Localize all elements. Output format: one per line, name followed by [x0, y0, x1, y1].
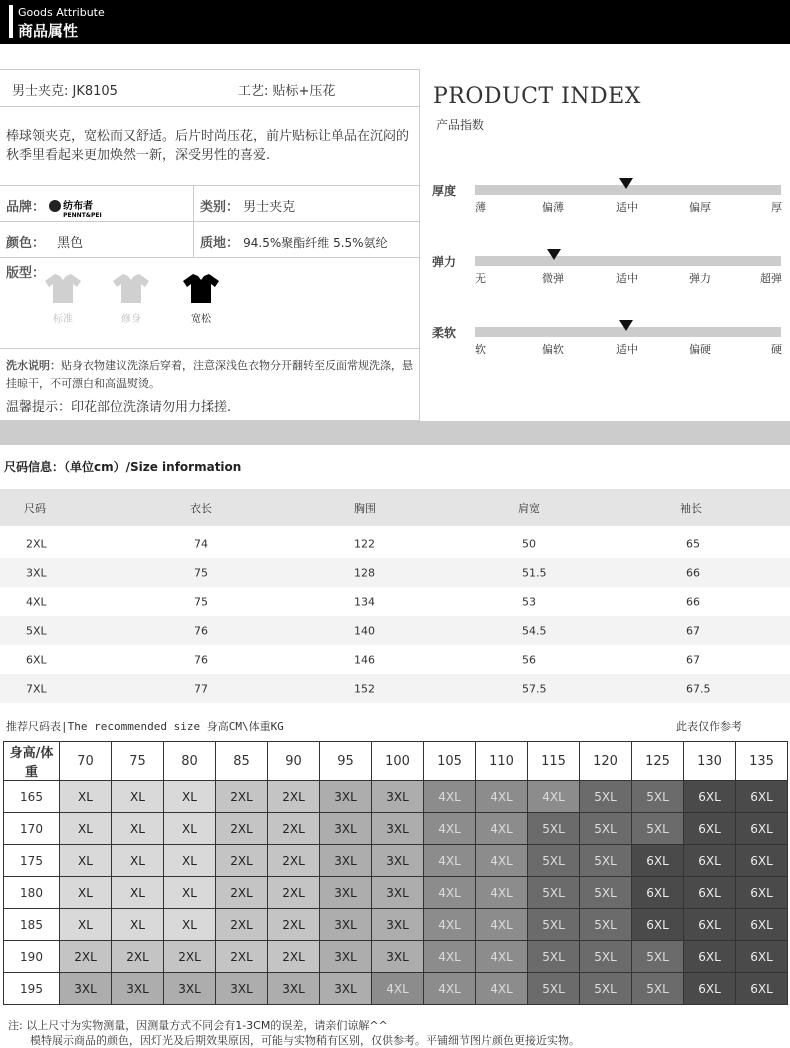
weight-header-cell: 120	[580, 742, 632, 781]
recommend-size-cell: 5XL	[528, 941, 580, 973]
product-craft: 工艺: 贴标+压花	[238, 84, 336, 99]
fit-slim: 修身	[106, 272, 156, 332]
size-table-cell: 50	[522, 537, 536, 550]
recommend-size-cell: 3XL	[372, 845, 424, 877]
height-header-cell: 180	[4, 877, 60, 909]
product-description: 棒球领夹克，宽松而又舒适。后片时尚压花，前片贴标让单品在沉闷的秋季里看起来更加焕然一新，深受男性的喜爱.	[6, 129, 410, 163]
weight-header-cell: 130	[684, 742, 736, 781]
index-scale-label: 微弹	[542, 272, 564, 285]
recommend-size-cell: XL	[164, 877, 216, 909]
attribute-row-wash	[0, 349, 419, 421]
recommend-size-cell: 6XL	[684, 973, 736, 1005]
recommend-size-cell: 2XL	[268, 813, 320, 845]
recommend-size-cell: 6XL	[632, 909, 684, 941]
size-table-cell: 66	[686, 566, 700, 579]
recommend-size-cell: 4XL	[424, 973, 476, 1005]
recommend-size-cell: 4XL	[424, 845, 476, 877]
size-table-cell: 128	[354, 566, 375, 579]
recommend-size-cell: 3XL	[372, 813, 424, 845]
recommend-size-cell: XL	[60, 813, 112, 845]
index-scale	[432, 324, 782, 364]
material-label: 质地：	[200, 236, 240, 251]
recommend-size-cell: 3XL	[320, 813, 372, 845]
recommend-size-cell: 3XL	[372, 781, 424, 813]
height-header-cell: 175	[4, 845, 60, 877]
weight-header-cell: 80	[164, 742, 216, 781]
size-table-row	[0, 616, 790, 645]
size-table-row	[0, 587, 790, 616]
size-table-header-cell: 肩宽	[518, 501, 540, 515]
product-index-title: PRODUCT INDEX	[433, 84, 641, 109]
size-table-cell: 5XL	[26, 624, 47, 637]
size-table-cell: 4XL	[26, 595, 47, 608]
recommend-size-cell: 2XL	[268, 909, 320, 941]
index-scale-label: 硬	[771, 343, 782, 356]
wash-label: 洗水说明：	[6, 359, 61, 372]
recommend-size-cell: 4XL	[476, 845, 528, 877]
brand-label: 品牌：	[6, 200, 46, 215]
index-scale-label: 偏薄	[542, 201, 564, 214]
size-table-cell: 56	[522, 653, 536, 666]
attribute-row-fit	[0, 258, 419, 349]
size-table-cell: 51.5	[522, 566, 547, 579]
recommend-size-cell: 2XL	[164, 941, 216, 973]
weight-header-cell: 110	[476, 742, 528, 781]
recommend-size-cell: 4XL	[424, 877, 476, 909]
recommend-size-cell: 2XL	[268, 845, 320, 877]
index-scale-name: 柔软	[432, 326, 457, 340]
recommend-corner-cell: 身高/体重	[4, 742, 60, 781]
index-scale-label: 适中	[616, 201, 638, 214]
shirt-icon	[43, 272, 83, 304]
recommend-size-cell: 5XL	[632, 973, 684, 1005]
recommend-size-cell: 5XL	[580, 781, 632, 813]
size-table-row	[0, 558, 790, 587]
recommend-size-cell: 4XL	[476, 973, 528, 1005]
size-table-cell: 7XL	[26, 682, 47, 695]
weight-header-cell: 105	[424, 742, 476, 781]
recommend-size-cell: 2XL	[112, 941, 164, 973]
weight-header-cell: 85	[216, 742, 268, 781]
section-divider	[0, 421, 790, 445]
category-label: 类别：	[200, 200, 240, 215]
index-scale-label: 适中	[616, 343, 638, 356]
recommend-size-cell: 3XL	[320, 781, 372, 813]
shirt-icon	[181, 272, 221, 304]
size-table-header-cell: 尺码	[24, 501, 46, 515]
recommend-size-cell: 6XL	[632, 877, 684, 909]
index-scale	[432, 253, 782, 293]
recommend-size-cell: 4XL	[476, 813, 528, 845]
recommend-size-cell: 3XL	[164, 973, 216, 1005]
recommend-size-cell: 2XL	[216, 909, 268, 941]
index-scale-marker	[619, 178, 633, 189]
recommend-size-cell: 3XL	[60, 973, 112, 1005]
recommend-size-cell: 2XL	[216, 781, 268, 813]
recommend-size-cell: XL	[164, 909, 216, 941]
index-scale-label: 适中	[616, 272, 638, 285]
height-header-cell: 195	[4, 973, 60, 1005]
size-table-cell: 75	[194, 566, 208, 579]
recommend-size-cell: 6XL	[736, 877, 788, 909]
attribute-row-brand	[0, 186, 419, 222]
size-table-cell: 122	[354, 537, 375, 550]
recommend-size-cell: 3XL	[372, 941, 424, 973]
recommend-size-cell: 5XL	[580, 909, 632, 941]
header-accent-bar	[9, 5, 13, 38]
index-scale-label: 弹力	[689, 272, 711, 285]
recommend-size-cell: 2XL	[60, 941, 112, 973]
header-title-en: Goods Attribute	[18, 6, 105, 19]
recommend-size-cell: XL	[164, 845, 216, 877]
recommend-size-cell: 4XL	[476, 877, 528, 909]
recommend-size-cell: 6XL	[632, 845, 684, 877]
size-table-cell: 74	[194, 537, 208, 550]
index-scale-label: 软	[475, 343, 486, 356]
recommend-size-cell: 6XL	[736, 781, 788, 813]
index-scale-label: 偏厚	[689, 201, 711, 214]
size-table-cell: 57.5	[522, 682, 547, 695]
weight-header-cell: 100	[372, 742, 424, 781]
index-scale-track	[475, 256, 781, 266]
recommend-size-cell: 2XL	[268, 877, 320, 909]
product-model: 男士夹克: JK8105	[12, 84, 118, 99]
size-table-cell: 2XL	[26, 537, 47, 550]
header-title-cn: 商品属性	[18, 22, 79, 40]
size-table-cell: 3XL	[26, 566, 47, 579]
recommend-size-cell: 4XL	[476, 909, 528, 941]
index-scale-label: 无	[475, 272, 486, 285]
recommend-size-cell: 4XL	[424, 909, 476, 941]
recommend-size-cell: XL	[60, 781, 112, 813]
recommend-size-cell: 6XL	[684, 813, 736, 845]
attribute-row-description	[0, 107, 419, 186]
index-scale-label: 偏硬	[689, 343, 711, 356]
size-table-cell: 140	[354, 624, 375, 637]
size-table-cell: 53	[522, 595, 536, 608]
height-header-cell: 165	[4, 781, 60, 813]
attribute-row-model	[0, 70, 419, 107]
weight-header-cell: 90	[268, 742, 320, 781]
recommend-size-cell: 6XL	[736, 941, 788, 973]
size-table-cell: 67.5	[686, 682, 711, 695]
size-info-title: 尺码信息：（单位cm）/Size information	[4, 460, 242, 474]
size-table-cell: 146	[354, 653, 375, 666]
recommend-size-cell: 5XL	[580, 877, 632, 909]
recommend-size-cell: 3XL	[320, 877, 372, 909]
recommend-size-cell: 5XL	[580, 941, 632, 973]
recommend-size-cell: 4XL	[528, 781, 580, 813]
index-scale-marker	[619, 320, 633, 331]
size-table-row	[0, 645, 790, 674]
recommend-size-cell: 6XL	[684, 877, 736, 909]
fit-label: 版型：	[6, 266, 46, 281]
index-scale-marker	[547, 249, 561, 260]
recommend-size-cell: 3XL	[216, 973, 268, 1005]
recommend-size-cell: 5XL	[528, 813, 580, 845]
recommend-size-cell: 6XL	[736, 909, 788, 941]
recommend-size-cell: 3XL	[112, 973, 164, 1005]
index-scale-label: 超弹	[760, 272, 782, 285]
recommend-size-cell: 6XL	[736, 973, 788, 1005]
attribute-box	[0, 69, 420, 421]
weight-header-cell: 125	[632, 742, 684, 781]
recommend-size-cell: 2XL	[216, 877, 268, 909]
recommend-size-cell: 4XL	[424, 813, 476, 845]
recommend-size-cell: 2XL	[268, 781, 320, 813]
size-table-cell: 66	[686, 595, 700, 608]
recommend-size-cell: XL	[164, 813, 216, 845]
recommend-size-cell: 3XL	[320, 909, 372, 941]
color-value: 黑色	[57, 236, 84, 251]
recommend-size-cell: 6XL	[684, 909, 736, 941]
recommend-size-cell: 5XL	[632, 813, 684, 845]
recommend-size-cell: 2XL	[268, 941, 320, 973]
recommend-size-cell: 5XL	[632, 941, 684, 973]
shirt-icon	[111, 272, 151, 304]
size-table-cell: 6XL	[26, 653, 47, 666]
size-table-header	[0, 489, 790, 526]
size-table-header-cell: 衣长	[190, 501, 212, 515]
recommend-size-cell: 4XL	[424, 781, 476, 813]
care-note: 温馨提示：印花部位洗涤请勿用力揉搓.	[6, 400, 232, 415]
size-table-header-cell: 袖长	[680, 501, 702, 515]
recommend-size-cell: 6XL	[684, 781, 736, 813]
wash-instructions: 贴身衣物建议洗涤后穿着，注意深浅色衣物分开翻转至反面常规洗涤，悬挂晾干，不可漂白和高温熨烫。	[6, 359, 413, 390]
size-table-cell: 65	[686, 537, 700, 550]
recommend-size-cell: 5XL	[528, 909, 580, 941]
height-header-cell: 190	[4, 941, 60, 973]
recommend-size-cell: 6XL	[736, 813, 788, 845]
recommend-size-cell: 5XL	[580, 845, 632, 877]
recommend-size-cell: XL	[60, 909, 112, 941]
recommend-size-cell: 4XL	[424, 941, 476, 973]
recommend-size-cell: XL	[112, 813, 164, 845]
brand-logo: 纺布者 PENNT&PEI	[49, 197, 102, 219]
size-table-cell: 76	[194, 653, 208, 666]
recommend-note: 此表仅作参考	[676, 720, 742, 733]
size-table-cell: 75	[194, 595, 208, 608]
recommend-size-cell: 6XL	[684, 845, 736, 877]
category-value: 男士夹克	[243, 200, 296, 215]
recommend-size-cell: 2XL	[216, 813, 268, 845]
size-table-cell: 152	[354, 682, 375, 695]
recommend-size-cell: 5XL	[528, 877, 580, 909]
recommend-size-cell: 4XL	[476, 781, 528, 813]
recommend-size-cell: XL	[60, 845, 112, 877]
recommend-size-cell: 4XL	[476, 941, 528, 973]
page-header	[0, 0, 790, 44]
size-table-header-cell: 胸围	[354, 501, 376, 515]
weight-header-cell: 95	[320, 742, 372, 781]
index-scale-label: 厚	[771, 201, 782, 214]
recommend-size-cell: 5XL	[580, 813, 632, 845]
recommend-size-cell: 5XL	[528, 973, 580, 1005]
recommend-size-cell: 6XL	[736, 845, 788, 877]
height-header-cell: 170	[4, 813, 60, 845]
recommend-size-cell: 6XL	[684, 941, 736, 973]
recommend-size-cell: 2XL	[216, 845, 268, 877]
weight-header-cell: 135	[736, 742, 788, 781]
height-header-cell: 185	[4, 909, 60, 941]
recommend-size-cell: 3XL	[320, 845, 372, 877]
size-table-cell: 76	[194, 624, 208, 637]
weight-header-cell: 115	[528, 742, 580, 781]
recommend-size-cell: 5XL	[632, 781, 684, 813]
recommend-size-cell: XL	[60, 877, 112, 909]
index-scale-name: 厚度	[432, 184, 457, 198]
recommend-size-cell: XL	[112, 781, 164, 813]
fit-loose: 宽松	[176, 272, 226, 332]
recommend-size-cell: XL	[112, 845, 164, 877]
footer-note-1: 注: 以上尺寸为实物测量，因测量方式不同会有1-3CM的误差，请亲们谅解^^	[8, 1019, 388, 1032]
color-label: 颜色：	[6, 236, 46, 251]
size-table-row	[0, 529, 790, 558]
attribute-row-color	[0, 222, 419, 258]
fit-standard: 标准	[38, 272, 88, 332]
index-scale-label: 薄	[475, 201, 486, 214]
index-scale-label: 偏软	[542, 343, 564, 356]
product-index-subtitle: 产品指数	[436, 118, 485, 132]
recommend-size-cell: 3XL	[320, 973, 372, 1005]
weight-header-cell: 75	[112, 742, 164, 781]
recommend-size-cell: 3XL	[320, 941, 372, 973]
size-table-cell: 67	[686, 653, 700, 666]
recommend-size-cell: 5XL	[580, 973, 632, 1005]
size-table-cell: 67	[686, 624, 700, 637]
recommend-size-cell: 3XL	[268, 973, 320, 1005]
size-table-cell: 134	[354, 595, 375, 608]
size-table-row	[0, 674, 790, 703]
footer-note-2: 模特展示商品的颜色，因灯光及后期效果原因，可能与实物稍有区别，仅供参考。平铺细节图片颜色更接近实物。	[30, 1034, 580, 1047]
recommend-size-cell: 3XL	[372, 909, 424, 941]
material-value: 94.5%聚酯纤维 5.5%氨纶	[243, 236, 388, 250]
recommend-size-cell: 4XL	[372, 973, 424, 1005]
recommend-size-cell: 3XL	[372, 877, 424, 909]
recommend-size-cell: 5XL	[528, 845, 580, 877]
index-scale-name: 弹力	[432, 255, 457, 269]
size-table-cell: 77	[194, 682, 208, 695]
recommend-size-cell: XL	[164, 781, 216, 813]
recommend-size-cell: XL	[112, 909, 164, 941]
size-table-cell: 54.5	[522, 624, 547, 637]
recommend-size-cell: 2XL	[216, 941, 268, 973]
recommend-size-cell: XL	[112, 877, 164, 909]
recommend-title: 推荐尺码表|The recommended size 身高CM\体重KG	[6, 720, 284, 733]
weight-header-cell: 70	[60, 742, 112, 781]
recommend-table	[3, 741, 788, 1005]
index-scale	[432, 182, 782, 222]
